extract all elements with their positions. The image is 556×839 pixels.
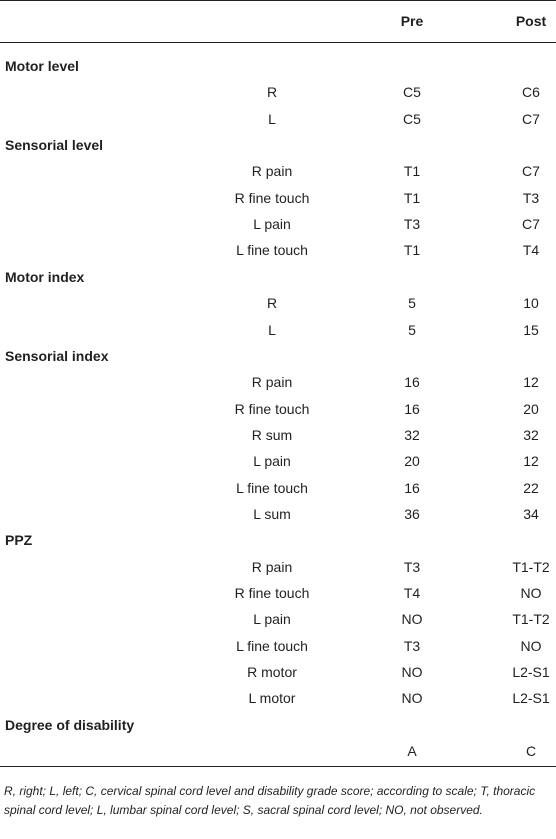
section-header-row	[0, 264, 556, 290]
section-label: Motor index	[5, 268, 85, 285]
table-row	[0, 580, 556, 606]
section-label: Motor level	[5, 58, 79, 74]
post-value: 12	[523, 453, 539, 470]
post-value: 20	[523, 400, 539, 417]
post-value: C	[525, 743, 537, 760]
row-label: L fine touch	[236, 242, 308, 259]
row-label: L pain	[253, 216, 291, 233]
section-label: Degree of disability	[5, 716, 135, 733]
post-value: 10	[523, 295, 539, 312]
pre-value: 5	[408, 321, 416, 338]
pre-value: NO	[401, 611, 423, 628]
table-bottom-rule	[0, 766, 556, 767]
post-value: T1-T2	[512, 558, 550, 575]
table-row	[0, 475, 556, 501]
pre-value: C5	[403, 84, 421, 101]
row-label: R pain	[251, 163, 293, 180]
row-label: R fine touch	[234, 400, 310, 417]
table-row	[0, 422, 556, 448]
row-label: L sum	[253, 505, 291, 522]
pre-value: 32	[404, 426, 420, 443]
table-header-row	[0, 8, 556, 34]
post-value: NO	[520, 637, 542, 654]
pre-value: 16	[404, 374, 420, 391]
section-label: Sensorial index	[5, 347, 109, 364]
pre-value: 5	[408, 295, 416, 312]
table-row	[0, 237, 556, 263]
table-row	[0, 738, 556, 764]
row-label: R fine touch	[234, 189, 310, 206]
post-value: NO	[520, 585, 542, 601]
table-header-rule	[0, 42, 556, 43]
row-label: R fine touch	[234, 585, 310, 601]
pre-value: T1	[403, 163, 421, 180]
pre-value: A	[407, 743, 417, 760]
table-row	[0, 185, 556, 211]
row-label: L	[268, 110, 276, 127]
post-value: 34	[523, 505, 539, 522]
table-row	[0, 79, 556, 105]
row-label: L fine touch	[236, 479, 308, 496]
table-row	[0, 606, 556, 632]
post-value: T4	[522, 242, 540, 259]
post-value: C7	[522, 163, 540, 180]
header-pre: Pre	[400, 13, 424, 29]
table-row	[0, 501, 556, 527]
pre-value: 16	[404, 479, 420, 496]
table-row	[0, 211, 556, 237]
pre-value: T3	[403, 558, 421, 575]
section-label: Sensorial level	[5, 137, 104, 154]
row-label: R motor	[247, 664, 297, 681]
pre-value: 20	[404, 453, 420, 470]
post-value: L2-S1	[512, 690, 550, 707]
row-label: R pain	[251, 374, 293, 391]
pre-value: C5	[403, 110, 421, 127]
post-value: 32	[523, 426, 539, 443]
section-header-row	[0, 132, 556, 158]
row-label: R sum	[251, 426, 293, 443]
section-header-row	[0, 527, 556, 553]
row-label: R	[266, 84, 278, 101]
section-header-row	[0, 712, 556, 738]
table-row	[0, 633, 556, 659]
post-value: 22	[523, 479, 539, 496]
header-post: Post	[515, 13, 547, 29]
table-row	[0, 554, 556, 580]
post-value: T3	[522, 189, 540, 206]
row-label: L pain	[253, 453, 291, 470]
row-label: R	[266, 295, 278, 312]
table-row	[0, 106, 556, 132]
pre-value: T1	[403, 242, 421, 259]
table-row	[0, 396, 556, 422]
pre-value: NO	[401, 690, 423, 707]
pre-value: T3	[403, 637, 421, 654]
table-footnote: R, right; L, left; C, cervical spinal cord level and disability grade score; according to scale; T, thoracic spinal cord level; L, lumbar spinal cord level; S, sacral spinal cord level; NO, not observed.	[4, 784, 536, 817]
table-row	[0, 448, 556, 474]
post-value: C7	[522, 110, 540, 127]
row-label: L pain	[253, 611, 291, 628]
row-label: L	[268, 321, 276, 338]
pre-value: T4	[403, 585, 421, 601]
section-header-row	[0, 343, 556, 369]
table-row	[0, 369, 556, 395]
pre-value: T1	[403, 189, 421, 206]
post-value: L2-S1	[512, 664, 550, 681]
post-value: T1-T2	[512, 611, 550, 628]
table-row	[0, 659, 556, 685]
post-value: 12	[523, 374, 539, 391]
row-label: L motor	[248, 690, 296, 707]
table-row	[0, 317, 556, 343]
row-label: R pain	[251, 558, 293, 575]
post-value: 15	[523, 321, 539, 338]
row-label: L fine touch	[236, 637, 308, 654]
pre-value: NO	[401, 664, 423, 681]
table-row	[0, 685, 556, 711]
post-value: C6	[522, 84, 540, 101]
section-label: PPZ	[5, 532, 33, 549]
pre-value: T3	[403, 216, 421, 233]
pre-value: 36	[404, 505, 420, 522]
table-top-rule	[0, 0, 556, 1]
table-row	[0, 290, 556, 316]
pre-value: 16	[404, 400, 420, 417]
table-row	[0, 158, 556, 184]
post-value: C7	[522, 216, 540, 233]
section-header-row	[0, 53, 556, 79]
